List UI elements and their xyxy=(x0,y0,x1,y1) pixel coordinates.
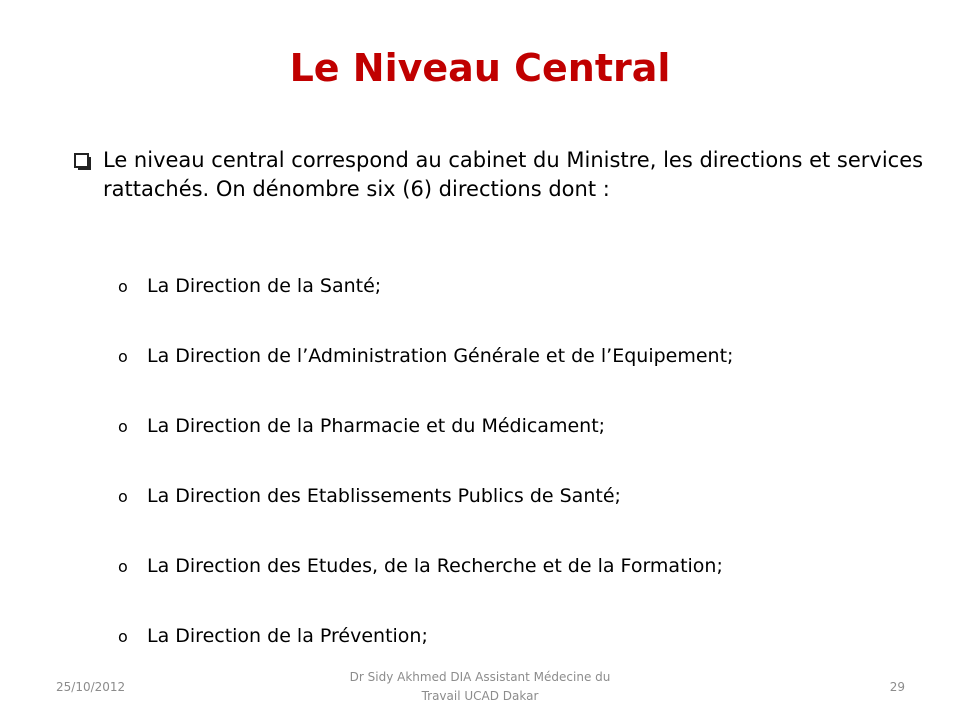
footer-author-line: Dr Sidy Akhmed DIA Assistant Médecine du xyxy=(349,670,611,684)
list-item xyxy=(118,415,733,485)
footer-date: 25/10/2012 xyxy=(56,680,126,694)
list-item-text: La Direction de la Santé; xyxy=(147,275,382,297)
bullet-marker: o xyxy=(118,417,128,436)
bullet-marker: o xyxy=(118,487,128,506)
list-item-text: La Direction de l’Administration Générale et de l’Equipement; xyxy=(147,345,734,367)
list-item-text: La Direction de la Pharmacie et du Médicament; xyxy=(147,415,606,437)
slide-title: Le Niveau Central xyxy=(289,46,671,90)
page-number: 29 xyxy=(889,680,905,694)
bullet-marker: o xyxy=(118,627,128,646)
list-item xyxy=(118,485,733,555)
list-item-text: La Direction des Etablissements Publics de Santé; xyxy=(147,485,621,507)
list-item-text: La Direction de la Prévention; xyxy=(147,625,428,647)
list-item xyxy=(118,275,733,345)
footer-author xyxy=(300,668,660,706)
bullet-marker: o xyxy=(118,277,128,296)
list-item-text: La Direction des Etudes, de la Recherche et de la Formation; xyxy=(147,555,723,577)
bullet-marker: o xyxy=(118,347,128,366)
checkbox-icon xyxy=(74,153,89,168)
intro-paragraph xyxy=(74,146,954,204)
list-item xyxy=(118,345,733,415)
footer-author-line: Travail UCAD Dakar xyxy=(421,689,539,703)
directions-list xyxy=(118,275,733,695)
list-item xyxy=(118,555,733,625)
bullet-marker: o xyxy=(118,557,128,576)
intro-text: Le niveau central correspond au cabinet du Ministre, les directions et services rattachés. On dénombre six (6) directions dont : xyxy=(103,148,924,201)
